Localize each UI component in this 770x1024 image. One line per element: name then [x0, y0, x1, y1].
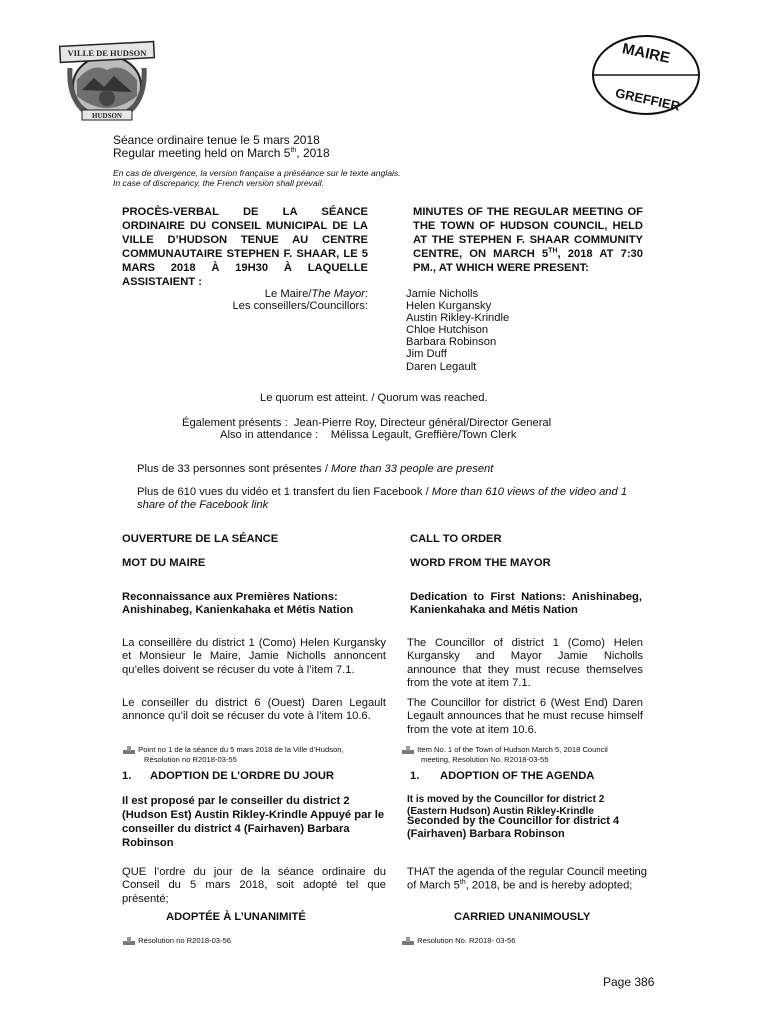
also-present-line2: Also in attendance : Mélissa Legault, Greffière/Town Clerk: [220, 429, 517, 441]
agenda-title-en: ADOPTION OF THE AGENDA: [440, 770, 595, 782]
town-logo: [48, 40, 166, 122]
recusal-2-en: The Councillor for district 6 (West End) Daren Legault announces that he must recuse himself from the vote at item 10.6.: [407, 697, 643, 736]
page-number: Page 386: [603, 975, 655, 989]
stamp-small-icon: [401, 745, 415, 755]
resolution-text-en: [407, 866, 647, 894]
moved-en: It is moved by the Councillor for district 2 (Eastern Hudson) Austin Rikley-Krindle: [407, 794, 605, 817]
resolution-number-fr-text: Résolution no R2018-03-56: [138, 936, 232, 945]
video-views-fr: Plus de 610 vues du vidéo et 1 transfert du lien Facebook /: [137, 486, 432, 498]
also-present-line1: Également présents : Jean-Pierre Roy, Directeur général/Director General: [182, 417, 552, 429]
resolution-number-en-text: Resolution No. R2018- 03-56: [417, 936, 516, 945]
resolution-number-en: [401, 936, 515, 946]
people-present: [137, 463, 493, 476]
agenda-number-en: 1.: [410, 770, 420, 782]
logo-banner-text: VILLE DE HUDSON: [67, 48, 147, 58]
attendee-list: [406, 288, 509, 373]
attendee-name: Helen Kurgansky: [406, 300, 492, 313]
point-note-en-line2: meeting, Resolution No. R2018-03-55: [421, 755, 549, 764]
mayor-label-en: The Mayor: [311, 288, 365, 300]
minutes-title-en-part2: , 2018 AT 7:30 PM., AT WHICH WERE PRESENT:: [413, 248, 643, 274]
stamp-small-icon: [401, 936, 415, 946]
resolution-number-fr: [122, 936, 231, 946]
point-note-fr-line1: Point no 1 de la séance du 5 mars 2018 de la Ville d’Hudson,: [138, 745, 344, 754]
discrepancy-note-fr: En cas de divergence, la version française a préséance sur le texte anglais.: [113, 168, 401, 178]
logo-bottom-text: HUDSON: [92, 112, 122, 120]
heading-first-nations-fr: Reconnaissance aux Premières Nations: Anishinabeg, Kanienkahaka et Métis Nation: [122, 591, 354, 617]
mayor-label-colon: :: [364, 288, 368, 300]
attendee-name: Jim Duff: [406, 348, 447, 361]
recusal-1-en: The Councillor of district 1 (Como) Helen Kurgansky and Mayor Jamie Nicholls announce that they must recuse themselves from the vote at item 7.1.: [407, 637, 643, 690]
heading-mayor-word-en: WORD FROM THE MAYOR: [410, 557, 551, 569]
minutes-title-en-part1: MINUTES OF THE REGULAR MEETING OF THE TOWN OF HUDSON COUNCIL, HELD AT THE STEPHEN F. SHAAR COMMUNITY CENTRE, ON MARCH 5: [413, 206, 643, 260]
heading-mayor-word-fr: MOT DU MAIRE: [122, 557, 206, 569]
councillors-label: Les conseillers/Councillors:: [232, 300, 368, 312]
heading-first-nations-en: Dedication to First Nations: Anishinabeg, Kanienkahaka and Métis Nation: [410, 591, 642, 617]
recusal-2-fr: Le conseiller du district 6 (Ouest) Daren Legault annonce qu’il doit se récuser du vote à l’item 10.6.: [122, 697, 386, 723]
meeting-date-en-sup: th: [290, 147, 297, 154]
stamp-small-icon: [122, 745, 136, 755]
meeting-date-en-suffix: , 2018: [296, 146, 330, 160]
stamp-maire-text: MAIRE: [620, 40, 672, 67]
minutes-title-en: [413, 205, 643, 275]
discrepancy-note-en: In case of discrepancy, the French version shall prevail.: [113, 178, 324, 188]
quorum-statement: Le quorum est atteint. / Quorum was reached.: [260, 392, 488, 404]
people-present-fr: Plus de 33 personnes sont présentes /: [137, 463, 332, 475]
agenda-number-fr: 1.: [122, 770, 132, 782]
heading-opening-fr: OUVERTURE DE LA SÉANCE: [122, 533, 279, 545]
meeting-date-fr: Séance ordinaire tenue le 5 mars 2018: [113, 133, 320, 147]
resolution-text-fr: QUE l’ordre du jour de la séance ordinaire du Conseil du 5 mars 2018, soit adopté tel que présenté;: [122, 866, 386, 905]
point-note-fr-line2: Résolution no R2018-03-55: [144, 755, 237, 764]
mayor-label-fr: Le Maire/: [264, 288, 312, 300]
minutes-title-fr: PROCÈS-VERBAL DE LA SÉANCE ORDINAIRE DU CONSEIL MUNICIPAL DE LA VILLE D’HUDSON TENUE AU CENTRE COMMUNAUTAIRE STEPHEN F. SHAAR, LE 5 MARS 2018 À 19H30 À LAQUELLE ASSISTAIENT :: [122, 206, 368, 288]
attendee-name: Jamie Nicholls: [406, 288, 479, 300]
point-note-en: [401, 745, 608, 764]
video-views-en: More than 610 views of the video and 1 share of the Facebook link: [137, 486, 628, 512]
attendee-name: Austin Rikley-Krindle: [406, 312, 510, 325]
agenda-title-fr: ADOPTION DE L’ORDRE DU JOUR: [150, 770, 334, 782]
stamp-small-icon: [122, 936, 136, 946]
meeting-date-en: [113, 146, 330, 160]
attendee-name: Daren Legault: [406, 360, 477, 373]
seconded-en: Seconded by the Councillor for district 4 (Fairhaven) Barbara Robinson: [407, 815, 620, 841]
resolution-text-en-sup: th: [459, 879, 466, 887]
stamp-greffier-text: GREFFIER: [613, 85, 682, 114]
video-views: [137, 486, 637, 513]
attendee-name: Chloe Hutchison: [406, 324, 489, 337]
attendee-name: Barbara Robinson: [406, 336, 497, 349]
carried-unanimously-en: CARRIED UNANIMOUSLY: [454, 911, 591, 923]
point-note-en-line1: Item No. 1 of the Town of Hudson March 5, 2018 Council: [417, 745, 608, 754]
moved-seconded-fr: Il est proposé par le conseiller du district 2 (Hudson Est) Austin Rikley-Krindle Appuyé par le conseiller du district 4 (Fairhaven) Barbara Robinson: [122, 795, 385, 849]
heading-opening-en: CALL TO ORDER: [410, 533, 502, 545]
resolution-text-en-1: THAT the agenda of the regular Council meeting of March 5: [407, 866, 647, 893]
meeting-date-en-prefix: Regular meeting held on March 5: [113, 146, 291, 160]
recusal-1-fr: La conseillère du district 1 (Como) Helen Kurgansky et Monsieur le Maire, Jamie Nicholls annoncent qu’elles doivent se récuser du vote à l’item 7.1.: [122, 637, 386, 676]
people-present-en: More than 33 people are present: [331, 463, 494, 475]
adopted-unanimously-fr: ADOPTÉE À L’UNANIMITÉ: [166, 911, 306, 923]
resolution-text-en-2: , 2018, be and is hereby adopted;: [465, 880, 633, 893]
stamp-icon: [590, 34, 702, 116]
coat-of-arms-icon: [48, 40, 166, 122]
point-note-fr: [122, 745, 344, 764]
signature-stamp: [590, 34, 702, 116]
minutes-title-en-sup: TH: [548, 247, 558, 255]
